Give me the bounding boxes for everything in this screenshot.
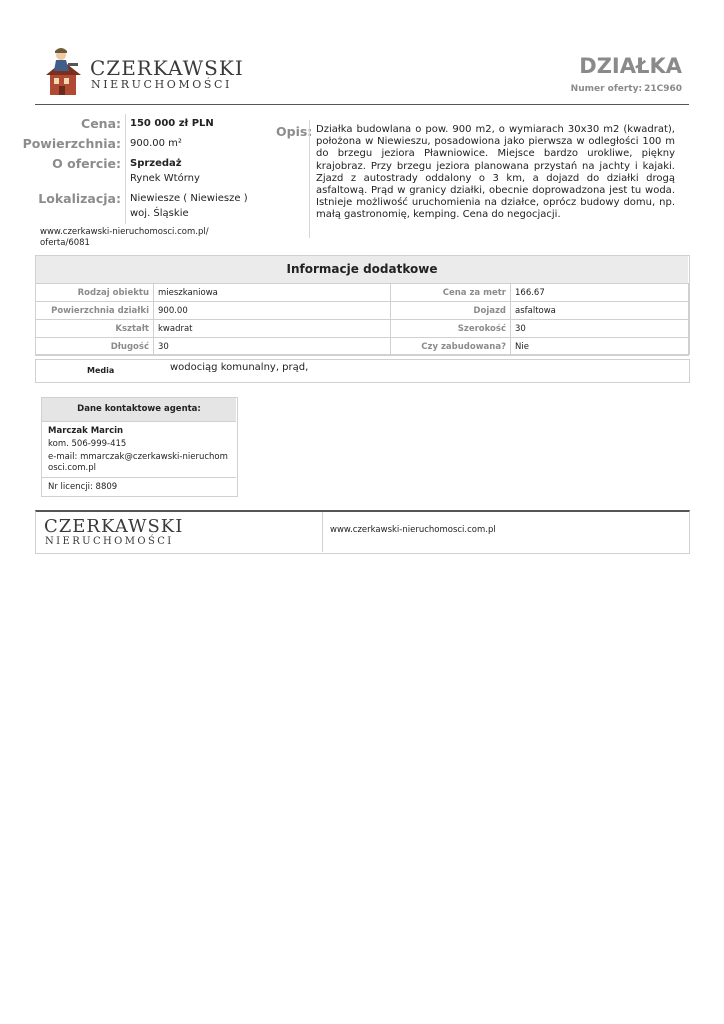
info-value: 30 bbox=[511, 320, 689, 338]
offer-number-label: Numer oferty: bbox=[570, 84, 643, 94]
offer-number bbox=[569, 84, 682, 94]
region-value: woj. Śląskie bbox=[130, 208, 189, 219]
media-value: wodociąg komunalny, prąd, bbox=[170, 362, 309, 373]
info-value: Nie bbox=[511, 338, 689, 356]
media-label: Media bbox=[87, 366, 115, 375]
description-label: Opis: bbox=[276, 124, 313, 139]
info-value: mieszkaniowa bbox=[154, 284, 391, 302]
document-title: DZIAŁKA bbox=[579, 54, 682, 78]
info-value: kwadrat bbox=[154, 320, 391, 338]
market-value: Rynek Wtórny bbox=[130, 173, 200, 184]
agent-title: Dane kontaktowe agenta: bbox=[42, 398, 236, 422]
location-value: Niewiesze ( Niewiesze ) bbox=[130, 193, 248, 204]
table-row bbox=[36, 302, 689, 320]
agent-phone: kom. 506-999-415 bbox=[48, 439, 127, 449]
media-panel bbox=[35, 359, 690, 383]
description-text: Działka budowlana o pow. 900 m2, o wymiarach 30x30 m2 (kwadrat), położona w Niewieszu, posadowiona jako pierwsza w odległości 100 m do brzegu jeziora Pławniowice. Miejsce bardzo urokliwe, piękny krajobraz. Przy brzegu jeziora planowana przystań na jachty i kajaki. Zjazd z autostrady oddalony o 3 km, a dojazd do działki drogą asfaltową. Prąd w granicy działki, obecnie doprowadzona jest tu woda. Istnieje możliwość uruchomienia na działce, oprócz budowy domu, np. małą gastronomię, kemping. Cena do negocjacji. bbox=[316, 124, 675, 221]
agent-email[interactable]: e-mail: mmarczak@czerkawski-nieruchomosci.com.pl bbox=[48, 452, 228, 473]
price-label: Cena: bbox=[81, 116, 121, 131]
offer-type-value: Sprzedaż bbox=[130, 158, 182, 169]
info-key: Rodzaj obiektu bbox=[36, 284, 154, 302]
footer-divider bbox=[322, 512, 323, 552]
footer-url[interactable]: www.czerkawski-nieruchomosci.com.pl bbox=[330, 525, 496, 535]
agent-license: Nr licencji: 8809 bbox=[48, 482, 118, 492]
brand-name: CZERKAWSKI bbox=[90, 56, 244, 80]
info-key: Szerokość bbox=[391, 320, 511, 338]
area-value: 900.00 m² bbox=[130, 138, 182, 149]
info-key: Cena za metr bbox=[391, 284, 511, 302]
table-row bbox=[36, 338, 689, 356]
description-divider bbox=[309, 120, 310, 238]
area-label: Powierzchnia: bbox=[22, 136, 121, 151]
table-row bbox=[36, 320, 689, 338]
info-title: Informacje dodatkowe bbox=[36, 256, 688, 284]
location-label: Lokalizacja: bbox=[38, 191, 121, 206]
info-value: 30 bbox=[154, 338, 391, 356]
info-table bbox=[35, 283, 689, 356]
offer-type-label: O ofercie: bbox=[52, 156, 121, 171]
brand-subtitle: NIERUCHOMOŚCI bbox=[91, 78, 232, 91]
price-value: 150 000 zł PLN bbox=[130, 118, 214, 129]
agent-name: Marczak Marcin bbox=[48, 426, 124, 436]
footer-brand-name: CZERKAWSKI bbox=[44, 516, 184, 537]
offer-number-value: 21C960 bbox=[644, 84, 682, 94]
info-key: Długość bbox=[36, 338, 154, 356]
info-value: 900.00 bbox=[154, 302, 391, 320]
info-key: Powierzchnia działki bbox=[36, 302, 154, 320]
logo-icon bbox=[44, 45, 84, 97]
info-key: Kształt bbox=[36, 320, 154, 338]
agent-divider bbox=[42, 477, 236, 478]
info-key: Dojazd bbox=[391, 302, 511, 320]
offer-url[interactable]: www.czerkawski-nieruchomosci.com.pl/oferta/6081 bbox=[40, 227, 209, 248]
info-value: 166.67 bbox=[511, 284, 689, 302]
footer-brand-subtitle: NIERUCHOMOŚCI bbox=[45, 536, 174, 547]
info-key: Czy zabudowana? bbox=[391, 338, 511, 356]
info-value: asfaltowa bbox=[511, 302, 689, 320]
header-rule bbox=[35, 104, 689, 105]
summary-divider bbox=[125, 114, 126, 224]
table-row bbox=[36, 284, 689, 302]
